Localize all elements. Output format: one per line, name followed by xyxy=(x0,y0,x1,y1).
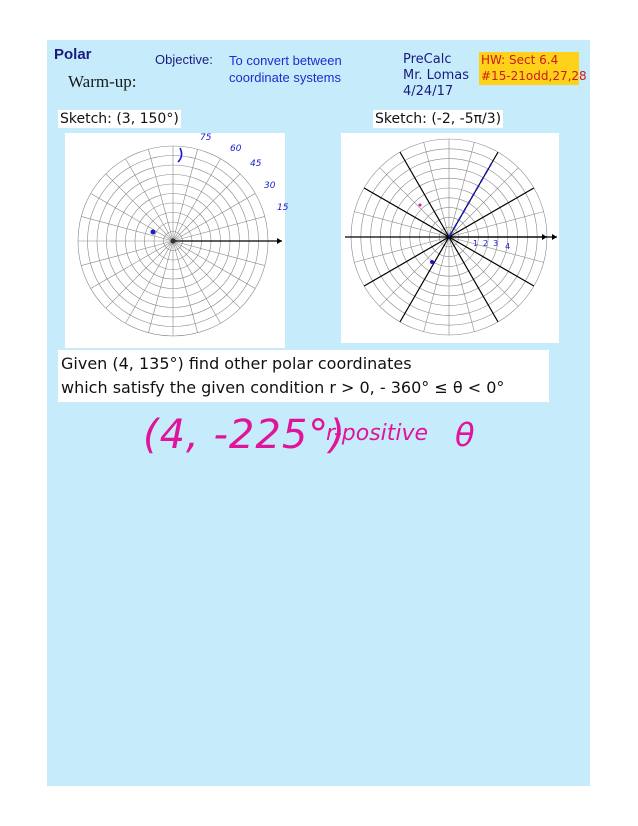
point-dot-1 xyxy=(151,230,156,235)
point-dot-2 xyxy=(430,260,434,264)
problem-line-2: which satisfy the given condition r > 0, - 360° ≤ θ < 0° xyxy=(61,378,505,397)
angle-annotation-75: 75 xyxy=(200,133,212,143)
homework-line-2: #15-21odd,27,28 xyxy=(481,69,587,83)
ink-stroke-1 xyxy=(178,148,182,162)
radius-mark-4: 4 xyxy=(505,242,511,251)
radius-mark-1: 1 xyxy=(473,239,479,248)
handwritten-note: r-positive xyxy=(326,421,429,446)
radius-mark-2: 2 xyxy=(483,239,489,248)
course-name: PreCalc xyxy=(403,52,452,67)
angle-annotation-15: 15 xyxy=(277,203,289,213)
homework-line-1: HW: Sect 6.4 xyxy=(481,53,559,67)
angle-annotation-60: 60 xyxy=(230,144,242,154)
problem-statement xyxy=(58,350,549,402)
angle-annotation-45: 45 xyxy=(250,159,262,169)
teacher-name: Mr. Lomas xyxy=(403,68,470,83)
objective-line-2: coordinate systems xyxy=(229,70,341,85)
problem-line-1: Given (4, 135°) find other polar coordinates xyxy=(61,354,412,373)
point-dot-3 xyxy=(419,204,422,207)
objective-line-1: To convert between xyxy=(229,53,342,68)
sketch-1-label: Sketch: (3, 150°) xyxy=(60,111,179,127)
angle-annotation-30: 30 xyxy=(264,181,276,191)
radius-mark-3: 3 xyxy=(493,239,499,248)
handwritten-answer: (4, -225°) xyxy=(143,412,346,458)
page-title: Polar xyxy=(54,46,92,63)
objective-label: Objective: xyxy=(155,52,213,67)
warmup-heading: Warm-up: xyxy=(68,72,137,91)
date: 4/24/17 xyxy=(403,84,454,99)
handwritten-theta: θ xyxy=(455,416,475,454)
sketch-2-label: Sketch: (-2, -5π/3) xyxy=(375,111,502,127)
